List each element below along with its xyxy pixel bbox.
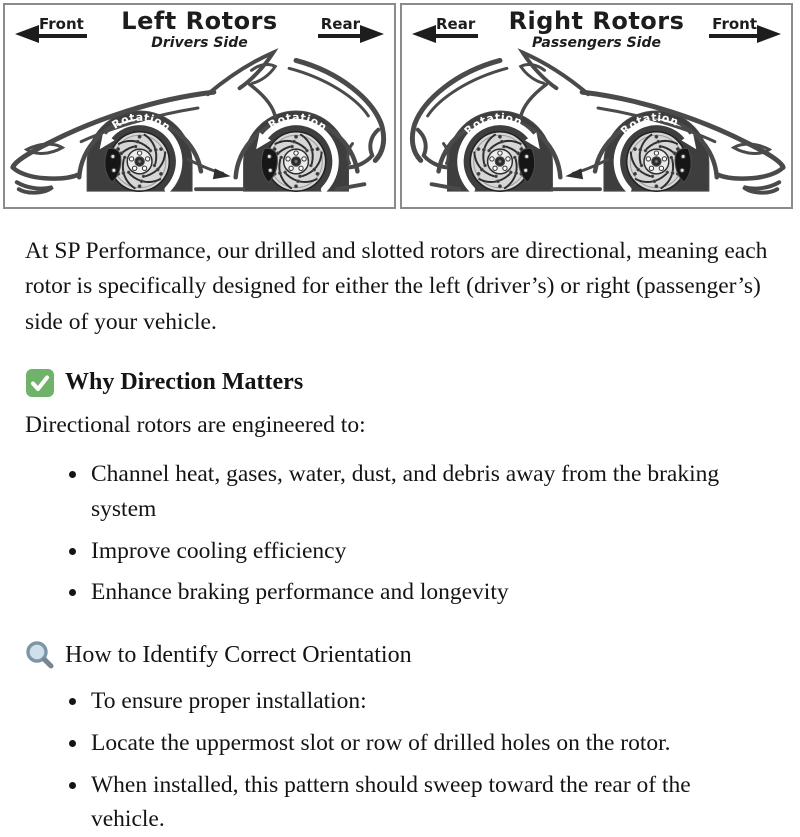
heading-text: How to Identify Correct Orientation [65, 641, 412, 668]
panel-title: Right Rotors [508, 7, 685, 35]
intro-paragraph: At SP Performance, our drilled and slotted rotors are directional, meaning each rotor is specifically designed for either the left (driver’s) or right (passenger’s) side of your vehicle. [25, 238, 768, 335]
front-wheel-rotation-label: Rotation [618, 110, 681, 138]
front-label-text: Front [36, 15, 87, 38]
benefits-list [25, 457, 770, 610]
left-panel-header [5, 5, 394, 57]
rotor-direction-diagram [0, 0, 800, 212]
section-heading-identify-orientation [25, 640, 770, 670]
lead-sentence: Directional rotors are engineered to: [25, 411, 366, 438]
front-label-text: Front [709, 15, 760, 38]
section-heading-why-direction-matters [25, 368, 770, 398]
rear-wheel-rotation-label: Rotation [265, 110, 330, 134]
orientation-steps-list [25, 684, 770, 837]
arrow-right-icon [360, 25, 384, 43]
front-direction-label [709, 15, 781, 38]
heading-text: Why Direction Matters [65, 369, 304, 396]
article-body [0, 212, 800, 837]
list-item: • When installed, this pattern should sweep toward the rear of the vehicle. [89, 768, 770, 837]
list-item: • Improve cooling efficiency [89, 534, 770, 569]
list-item: • Enhance braking performance and longevity [89, 575, 770, 610]
right-panel-header [402, 5, 791, 57]
panel-subtitle: Drivers Side [151, 35, 248, 52]
right-rotors-panel [400, 3, 793, 209]
front-wheel-rotation-label: Rotation [109, 110, 174, 134]
panel-title: Left Rotors [121, 7, 278, 35]
list-item: • To ensure proper installation: [89, 684, 770, 719]
arrow-right-icon [757, 25, 781, 43]
rear-label-text: Rear [433, 15, 478, 38]
left-rotors-panel [3, 3, 396, 209]
list-item: • Locate the uppermost slot or row of drilled holes on the rotor. [89, 726, 770, 761]
rear-label-text: Rear [318, 15, 363, 38]
list-item: • Channel heat, gases, water, dust, and debris away from the braking system [89, 457, 770, 527]
rear-wheel-rotation-label: Rotation [461, 110, 525, 138]
rear-direction-label [318, 15, 384, 38]
check-mark-icon [25, 368, 55, 398]
magnifying-glass-icon [25, 640, 55, 670]
panel-subtitle: Passengers Side [532, 35, 661, 52]
